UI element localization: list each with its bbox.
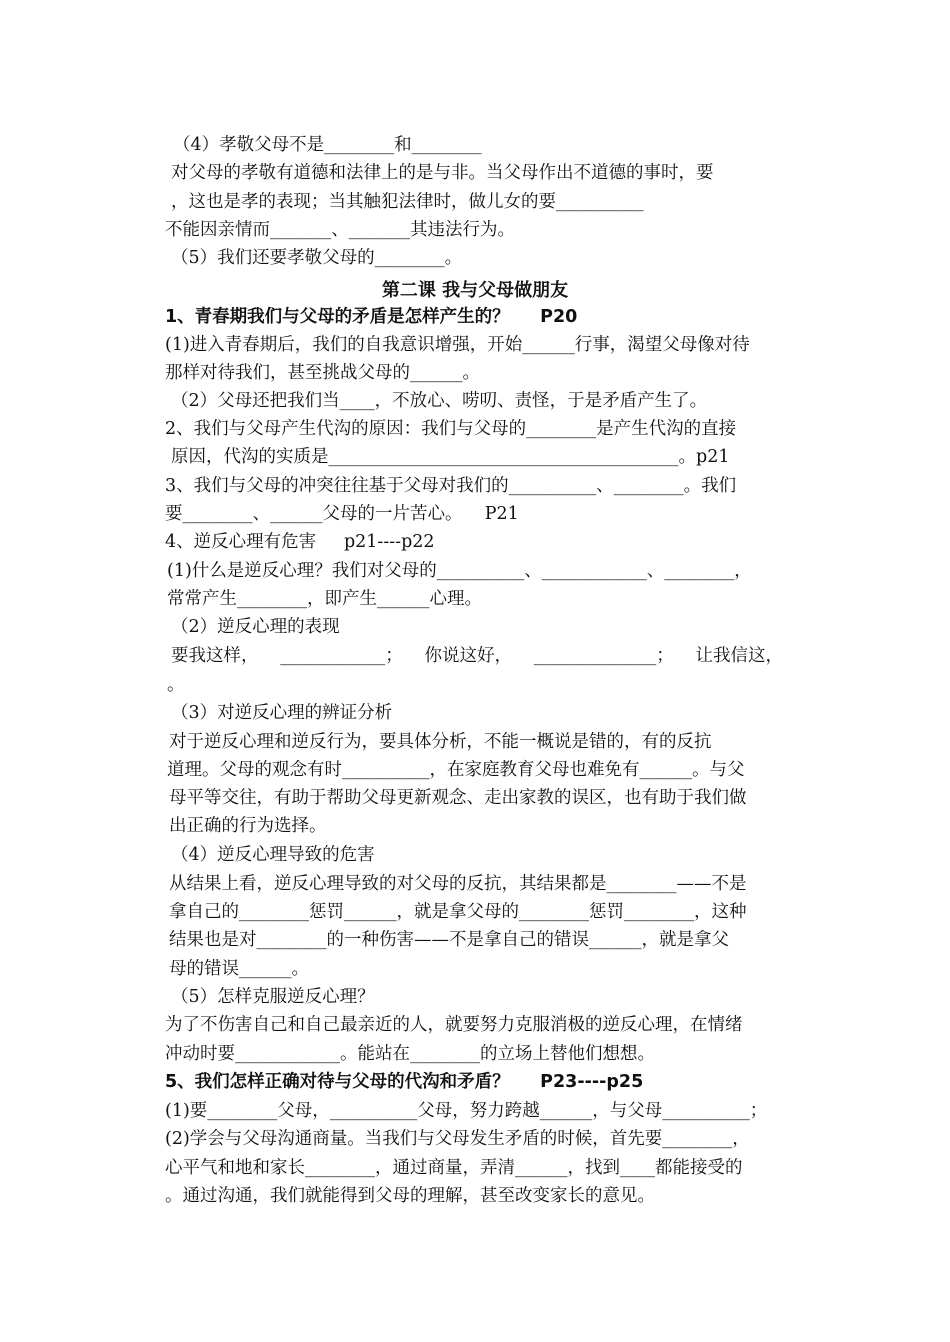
question-heading: 5、我们怎样正确对待与父母的代沟和矛盾？ P23----p25	[165, 1072, 644, 1092]
text-line: 不能因亲情而_______、_______其违法行为。	[165, 220, 515, 240]
text-line: （3）对逆反心理的辨证分析	[171, 703, 393, 723]
text-line: （5）怎样克服逆反心理？	[171, 987, 375, 1007]
text-line: 4、逆反心理有危害 p21----p22	[165, 532, 435, 552]
text-line: （4）逆反心理导致的危害	[171, 845, 375, 865]
section-title: 第二课 我与父母做朋友	[381, 280, 569, 301]
blank-segment: ______________；	[533, 646, 674, 666]
text-line: 。通过沟通，我们就能得到父母的理解，甚至改变家长的意见。	[165, 1186, 655, 1206]
text-segment: 你说这好，	[424, 646, 512, 666]
text-line: 3、我们与父母的冲突往往基于父母对我们的__________、________。我们	[165, 476, 737, 496]
text-line: 原因，代沟的实质是________________________________________。p21	[171, 447, 730, 467]
question-heading: 1、青春期我们与父母的矛盾是怎样产生的？ P20	[165, 307, 578, 327]
text-line: （4）孝敬父母不是________和________	[173, 135, 482, 155]
text-line: 母的错误______。	[169, 959, 309, 979]
text-line: 心平气和地和家长________，通过商量，弄清______，找到____都能接受的	[165, 1158, 743, 1178]
text-line: 出正确的行为选择。	[169, 816, 327, 836]
blank-segment: ____________；	[280, 646, 403, 666]
justified-text-line	[171, 644, 783, 668]
text-line: (1)什么是逆反心理？我们对父母的__________、____________、________，	[167, 561, 752, 581]
text-line: 从结果上看，逆反心理导致的对父母的反抗，其结果都是________——不是	[169, 874, 747, 894]
text-line: 。	[167, 675, 185, 695]
text-line: （2）父母还把我们当____，不放心、唠叨、责怪，于是矛盾产生了。	[171, 391, 708, 411]
text-line: 道理。父母的观念有时__________，在家庭教育父母也难免有______。与父	[167, 760, 745, 780]
text-line: 拿自己的________惩罚______，就是拿父母的________惩罚________，这种	[169, 902, 747, 922]
text-line: 结果也是对________的一种伤害——不是拿自己的错误______，就是拿父	[169, 930, 729, 950]
text-line: 常常产生________，即产生______心理。	[167, 589, 482, 609]
text-line: (1)要________父母，__________父母，努力跨越______，与父母__________；	[165, 1101, 768, 1121]
text-line: 冲动时要____________。能站在________的立场上替他们想想。	[165, 1044, 655, 1064]
text-line: 那样对待我们，甚至挑战父母的______。	[165, 363, 480, 383]
text-line: （2）逆反心理的表现	[171, 617, 340, 637]
text-line: (2)学会与父母沟通商量。当我们与父母发生矛盾的时候，首先要________，	[165, 1129, 750, 1149]
text-line: ，这也是孝的表现；当其触犯法律时，做儿女的要__________	[171, 192, 644, 212]
text-line: （5）我们还要孝敬父母的________。	[171, 248, 463, 268]
text-line: 要________、______父母的一片苦心。 P21	[165, 504, 519, 524]
text-line: 对于逆反心理和逆反行为，要具体分析，不能一概说是错的，有的反抗	[169, 732, 712, 752]
text-line: (1)进入青春期后，我们的自我意识增强，开始______行事，渴望父母像对待	[165, 335, 750, 355]
text-line: 2、我们与父母产生代沟的原因：我们与父母的________是产生代沟的直接	[165, 419, 737, 439]
text-segment: 让我信这，	[695, 646, 783, 666]
text-line: 母平等交往，有助于帮助父母更新观念、走出家教的误区，也有助于我们做	[169, 788, 747, 808]
text-segment: 要我这样，	[171, 646, 259, 666]
text-line: 为了不伤害自己和自己最亲近的人，就要努力克服消极的逆反心理，在情绪	[165, 1015, 743, 1035]
text-line: 对父母的孝敬有道德和法律上的是与非。当父母作出不道德的事时，要	[171, 163, 714, 183]
